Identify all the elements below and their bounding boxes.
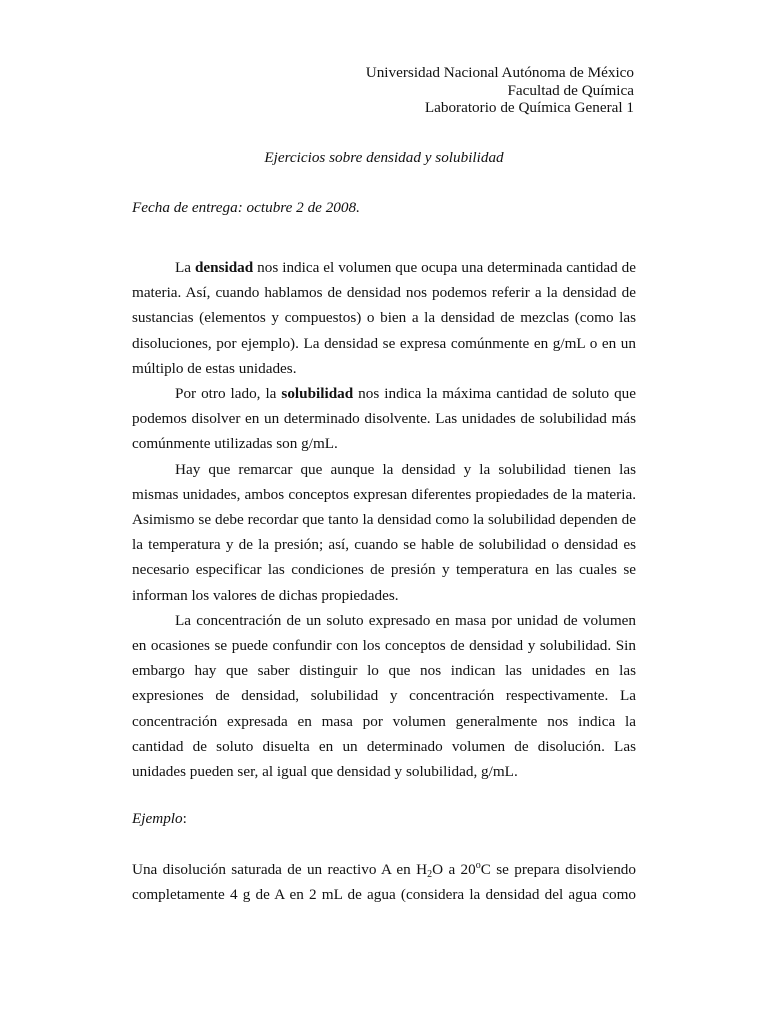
example-colon: : <box>182 810 187 827</box>
faculty-name: Facultad de Química <box>507 81 634 99</box>
paragraph-density-intro: La <box>175 259 195 276</box>
document-title: Ejercicios sobre densidad y solubilidad <box>264 149 504 166</box>
term-densidad: densidad <box>194 259 254 276</box>
due-date: Fecha de entrega: octubre 2 de 2008. <box>132 199 360 216</box>
paragraph-solubility-intro: Por otro lado, la <box>175 385 282 403</box>
laboratory-name: Laboratorio de Química General 1 <box>424 99 634 116</box>
water-subscript: 2 <box>427 869 433 880</box>
paragraph-density <box>132 255 636 381</box>
example-heading <box>132 810 187 828</box>
paragraph-remark: Hay que remarcar que aunque la densidad y la solubilidad tienen las mismas unidades, ambos conceptos expresan diferentes propiedades de la materia. Asimismo se debe recordar que tanto la densidad como la solubilidad dependen de la temperatura y de la presión; así, cuando se hable de solubilidad o densidad es necesario especificar las condiciones de presión y temperatura en las cuales se informan los valores de dichas propiedades. <box>132 460 636 604</box>
paragraph-concentration: La concentración de un soluto expresado en masa por unidad de volumen en ocasiones se puede confundir con los conceptos de densidad y solubilidad. Sin embargo hay que saber distinguir lo que nos indican las unidades en las expresiones de densidad, solubilidad y concentración respectivamente. La concentración expresada en masa por volumen generalmente nos indica la cantidad de soluto disuelta en un determinado volumen de disolución. Las unidades pueden ser, al igual que densidad y solubilidad, g/mL. <box>132 611 636 781</box>
example-text-part1: Una disolución saturada de un reactivo A en H <box>132 861 428 878</box>
example-body <box>132 857 636 933</box>
example-label: Ejemplo <box>132 810 183 827</box>
paragraph-solubility <box>132 381 636 457</box>
example-text-part2: O a 20 <box>432 861 476 878</box>
body-text <box>132 255 636 784</box>
example-text-part3: C se prepara disolviendo completamente 4 g de A en 2 mL de agua (considera la densidad del agua como <box>132 861 636 904</box>
paragraph-solubility-body: nos indica la máxima cantidad de soluto que podemos disolver en un determinado disolvente. Las unidades de solubilidad más comúnmente utilizadas son g/mL. <box>132 385 636 453</box>
university-name: Universidad Nacional Autónoma de México <box>365 64 634 81</box>
term-solubilidad: solubilidad <box>281 385 354 403</box>
example-paragraph <box>132 857 636 933</box>
degree-symbol: o <box>475 860 481 871</box>
paragraph-density-body: nos indica el volumen que ocupa una determinada cantidad de materia. Así, cuando hablamos de densidad nos podemos referir a la densidad de sustancias (elementos y compuestos) o bien a la densidad de mezclas (como las disoluciones, por ejemplo). La densidad se expresa comúnmente en g/mL o en un múltiplo de estas unidades. <box>132 259 636 377</box>
institution-header <box>366 64 634 117</box>
